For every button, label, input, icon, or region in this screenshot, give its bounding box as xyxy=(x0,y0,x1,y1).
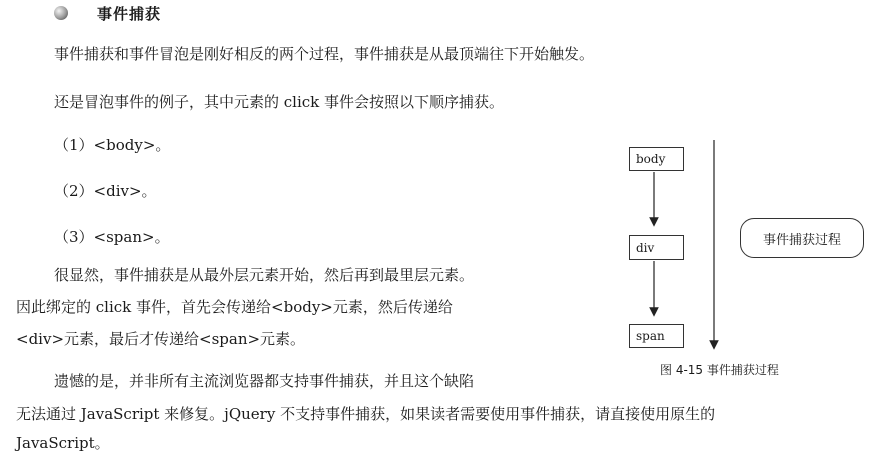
list-item-body: （1）<body>。 xyxy=(54,136,171,154)
paragraph-example: 还是冒泡事件的例子，其中元素的 click 事件会按照以下顺序捕获。 xyxy=(54,93,505,111)
paragraph-explain-line2: 因此绑定的 click 事件，首先会传递给<body>元素，然后传递给 xyxy=(16,298,453,316)
paragraph-note-line2: 无法通过 JavaScript 来修复。jQuery 不支持事件捕获，如果读者需要使用事件捕获，请直接使用原生的 xyxy=(16,405,716,423)
node-div: div xyxy=(629,235,684,260)
paragraph-intro: 事件捕获和事件冒泡是刚好相反的两个过程，事件捕获是从最顶端往下开始触发。 xyxy=(54,45,595,63)
paragraph-explain-line1: 很显然，事件捕获是从最外层元素开始，然后再到最里层元素。 xyxy=(54,266,475,284)
node-span: span xyxy=(629,324,684,348)
paragraph-note-line1: 遗憾的是，并非所有主流浏览器都支持事件捕获，并且这个缺陷 xyxy=(54,372,475,390)
node-body: body xyxy=(629,147,684,171)
figure-caption: 图 4-15 事件捕获过程 xyxy=(660,363,779,377)
capture-process-label: 事件捕获过程 xyxy=(740,218,864,258)
paragraph-explain-line3: <div>元素，最后才传递给<span>元素。 xyxy=(16,330,306,348)
list-item-div: （2）<div>。 xyxy=(54,182,157,200)
paragraph-note-line3: JavaScript。 xyxy=(16,434,110,452)
list-item-span: （3）<span>。 xyxy=(54,228,170,246)
section-heading: 事件捕获 xyxy=(97,5,162,23)
